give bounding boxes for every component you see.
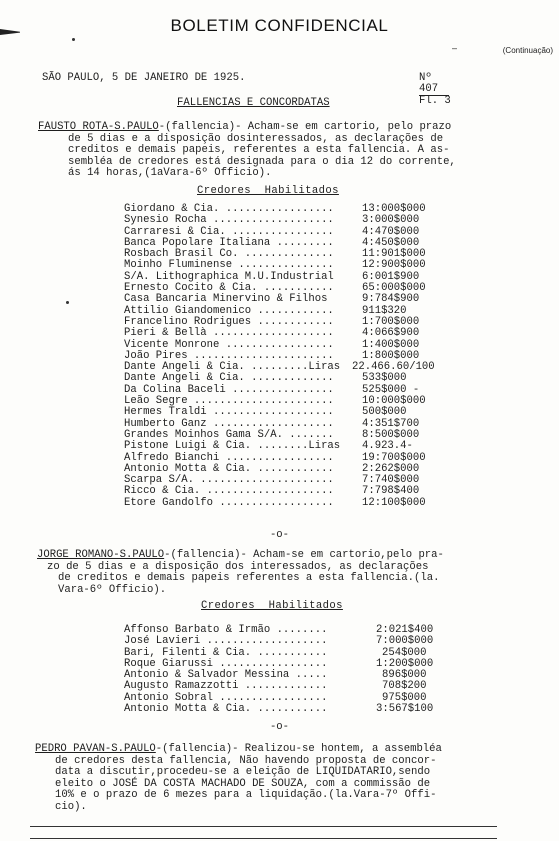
creditor-name: Banca Popolare Italiana .........: [124, 236, 334, 249]
entry-line: de 5 dias e a disposição dosinteressados, as declarações de: [68, 132, 444, 145]
creditor-value: 533$000: [362, 372, 407, 385]
creditor-name: Hermes Traldi ...................: [124, 406, 334, 419]
creditor-name: Scarpa S/A. .....................: [124, 474, 334, 487]
creditor-value: 10:000$000: [362, 395, 426, 408]
entry-line: cio).: [55, 800, 87, 813]
entry-pedro-pavan: [35, 744, 442, 755]
creditor-name: Antonio Motta & Cia. ............: [124, 462, 334, 475]
continuation-dash: –: [452, 43, 458, 53]
creditor-value: 4.923.4-: [362, 440, 413, 453]
ink-dot: [72, 38, 75, 41]
creditor-value: 7:000$000: [376, 635, 434, 648]
creditor-value: 65:000$000: [362, 282, 426, 295]
creditor-name: Rosbach Brasil Co. ..............: [124, 248, 334, 261]
entry-lead: PEDRO PAVAN-S.PAULO: [35, 743, 156, 755]
creditor-name: Antonio & Salvador Messina .....: [124, 669, 328, 682]
creditor-value: 4:450$000: [362, 236, 420, 249]
entry-line: data a discutir,procedeu-se a eleição de LIQUIDATARIO,sendo: [55, 766, 431, 778]
entry-line: Vara-6º Officio).: [58, 583, 167, 596]
entry-separator: -o-: [269, 721, 290, 733]
entry-line: eleito o JOSÉ DA COSTA MACHADO DE SOUZA, com a commissão de: [55, 777, 431, 790]
bulletin-title: BOLETIM CONFIDENCIAL: [170, 16, 389, 35]
creditor-name: Alfredo Bianchi .................: [124, 451, 334, 464]
entry-line: sembléa de credores está designada para o dia 12 do corrente,: [68, 155, 456, 168]
creditor-name: Dante Angeli & Cia. .............: [124, 372, 334, 385]
creditor-name: Ricco & Cia. ....................: [124, 485, 334, 498]
creditor-name: Leão Segre ......................: [124, 395, 334, 408]
entry-lead: JORGE ROMANO-S.PAULO: [37, 549, 165, 561]
creditor-name: Antonio Sobral .................: [124, 691, 328, 704]
creditor-value: 525$000 -: [362, 383, 420, 396]
creditor-value: 1:800$000: [362, 349, 420, 362]
creditor-value: 975$000: [382, 691, 427, 704]
creditor-name: Grandes Moinhos Gama S/A. .......: [124, 428, 334, 441]
creditor-value: 6:001$900: [362, 270, 420, 283]
entry-line: creditos e demais papeis, referentes a esta fallencia. A as-: [68, 144, 450, 156]
creditor-name: Etore Gandolfo ..................: [124, 496, 334, 509]
creditor-name: Synesio Rocha ...................: [124, 214, 334, 227]
document-number: [419, 73, 451, 107]
creditor-value: 896$000: [382, 669, 427, 682]
continuation-label: (Continuação): [502, 46, 553, 55]
creditor-value: 4:351$700: [362, 417, 420, 430]
creditor-value: 19:700$000: [362, 451, 426, 464]
creditor-name: José Lavieri ...................: [124, 635, 328, 648]
creditor-value: 1:400$000: [362, 338, 420, 351]
creditor-name: Da Colina Baceli ................: [124, 383, 334, 396]
creditor-value: 1:700$000: [362, 315, 420, 328]
creditor-value: 500$000: [362, 406, 407, 419]
creditor-name: S/A. Lithographica M.U.Industrial: [124, 270, 334, 283]
creditor-value: 254$000: [382, 646, 427, 659]
creditor-value: 2:262$000: [362, 462, 420, 475]
entry-line: zo de 5 dias e a disposição dos interessados, as declarações: [47, 560, 429, 573]
section-heading: FALLENCIAS E CONCORDATAS: [177, 97, 330, 109]
creditor-name: Affonso Barbato & Irmão ........: [124, 624, 328, 636]
creditor-value: 12:100$000: [362, 496, 426, 509]
creditor-value: 708$200: [382, 680, 427, 693]
creditor-value: 4:470$000: [362, 225, 420, 238]
creditor-value: 3:567$100: [376, 703, 434, 716]
creditor-name: Carraresi & Cia. ................: [124, 225, 334, 238]
entry-line: de creditos e demais papeis referentes a esta fallencia.(la.: [58, 572, 440, 584]
entry-lead: FAUSTO ROTA-S.PAULO: [38, 121, 159, 133]
entry-separator: -o-: [269, 529, 290, 541]
sheet-number: Fl. 3: [419, 95, 451, 107]
bulletin-number: Nº 407: [419, 73, 449, 96]
bottom-rule: [30, 838, 497, 839]
creditor-name: Bari, Filenti & Cia. ...........: [124, 646, 328, 659]
creditor-value: 2:021$400: [376, 624, 434, 636]
creditor-name: Dante Angeli & Cia. .........Liras: [124, 361, 341, 374]
creditor-value: 1:200$000: [376, 657, 434, 670]
creditor-name: Augusto Ramazzotti .............: [124, 680, 328, 693]
entry-jorge-romano: [37, 550, 444, 561]
creditor-name: Giordano & Cia. .................: [124, 203, 334, 215]
creditor-name: Moinho Fluminense ...............: [124, 259, 334, 272]
creditor-name: Roque Giarussi .................: [124, 657, 328, 670]
creditor-name: Francelino Rodrigues ............: [124, 315, 334, 328]
creditor-name: Ernesto Cocito & Cia. ...........: [124, 282, 334, 295]
entry-line: -(fallencia)- Realizou-se hontem, a assembléa: [155, 743, 442, 755]
creditor-name: Attilio Giandomenico ............: [124, 304, 334, 317]
creditor-value: 7:740$000: [362, 474, 420, 487]
creditor-name: Humberto Ganz ...................: [124, 417, 334, 430]
creditor-name: Casa Bancaria Minervino & Filhos: [124, 293, 328, 306]
creditor-value: 22.466.60/100: [352, 361, 435, 374]
ink-dot: [66, 301, 69, 304]
creditor-value: 13:000$000: [362, 203, 426, 215]
creditors-subheading: Credores Habilitados: [201, 600, 343, 612]
creditors-subheading: Credores Habilitados: [197, 185, 339, 197]
creditor-value: 12:900$000: [362, 259, 426, 272]
entry-line: 10% e o prazo de 6 mezes para a liquidação.(la.Vara-7º Offi-: [55, 789, 437, 801]
creditor-value: 9:784$900: [362, 293, 420, 306]
creditor-value: 7:798$400: [362, 485, 420, 498]
creditor-name: Vicente Monrone .................: [124, 338, 334, 351]
creditor-value: 911$320: [362, 304, 407, 317]
entry-line: de credores desta fallencia, Não havendo proposta de concor-: [55, 754, 437, 767]
entry-line: -(fallencia)- Acham-se em cartorio,pelo pra-: [164, 549, 444, 561]
creditor-value: 11:901$000: [362, 248, 426, 261]
creditor-value: 8:500$000: [362, 428, 420, 441]
entry-fausto-rota: [38, 122, 451, 133]
entry-line: -(fallencia)- Acham-se em cartorio, pelo prazo: [158, 121, 452, 133]
dateline: SÃO PAULO, 5 DE JANEIRO DE 1925.: [42, 72, 246, 84]
creditor-value: 3:000$000: [362, 214, 420, 227]
creditor-name: João Pires ......................: [124, 349, 334, 362]
creditor-name: Pistone Luigi & Cia. ........Liras: [124, 440, 341, 453]
entry-line: ás 14 horas,(1aVara-6º Officio).: [68, 167, 272, 179]
creditor-name: Pieri & Bellà ...................: [124, 327, 334, 340]
creditor-name: Antonio Motta & Cia. ...........: [124, 703, 328, 716]
bottom-rule: [30, 826, 497, 827]
creditor-value: 4:066$900: [362, 327, 420, 340]
